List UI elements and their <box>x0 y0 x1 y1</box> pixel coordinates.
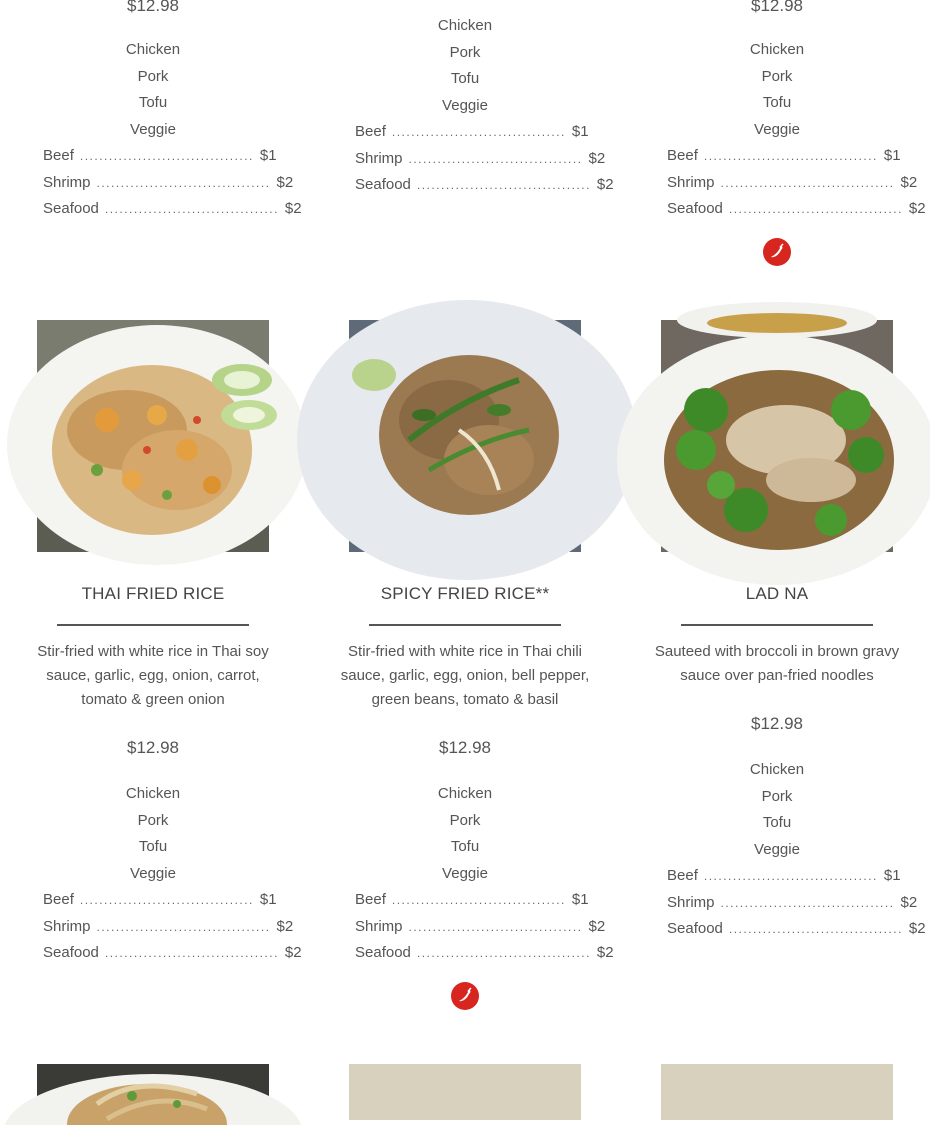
dot-leader: .................................... <box>79 149 254 163</box>
addon-name: Seafood <box>667 200 723 217</box>
addon-name: Shrimp <box>667 173 715 191</box>
addon-price: $2 <box>908 920 926 937</box>
protein-option: Chicken <box>125 41 181 58</box>
addon-price: $2 <box>900 173 918 191</box>
addon-row <box>667 863 901 890</box>
addon-price: $2 <box>276 917 294 935</box>
protein-option: Pork <box>137 811 169 829</box>
item-price: $12.98 <box>751 714 803 733</box>
item-title: SPICY FRIED RICE** <box>380 584 550 603</box>
protein-list <box>37 781 269 887</box>
title-divider <box>681 624 873 626</box>
top-col2-protein-list <box>349 13 581 119</box>
protein-option: Veggie <box>754 120 800 138</box>
addon-name: Shrimp <box>43 917 91 935</box>
item-price: $12.98 <box>127 738 179 757</box>
protein-option: Chicken <box>125 785 181 802</box>
next-item-photo-placeholder[interactable] <box>349 1064 581 1120</box>
addon-name: Shrimp <box>43 173 91 191</box>
addon-name: Seafood <box>355 176 411 193</box>
dot-leader: .................................... <box>391 893 566 907</box>
addon-row <box>43 170 294 197</box>
top-col3-protein-list <box>661 37 893 143</box>
addon-price: $2 <box>276 173 294 191</box>
addon-name: Seafood <box>667 920 723 937</box>
addon-price: $2 <box>588 917 606 935</box>
addon-price: $1 <box>259 891 277 908</box>
protein-option: Tofu <box>762 94 792 111</box>
protein-option: Pork <box>449 43 481 61</box>
addon-price: $2 <box>908 200 926 217</box>
protein-list <box>661 757 893 863</box>
protein-option: Veggie <box>130 864 176 882</box>
title-divider <box>57 624 249 626</box>
dot-leader: .................................... <box>720 895 895 910</box>
spicy-fried-rice-photo[interactable] <box>349 320 581 552</box>
addon-list <box>667 863 926 943</box>
dot-leader: .................................... <box>104 946 279 960</box>
addon-name: Seafood <box>43 200 99 217</box>
addon-price: $2 <box>900 893 918 911</box>
addon-row <box>667 196 926 223</box>
dot-leader: .................................... <box>728 202 903 216</box>
addon-row <box>355 119 589 146</box>
top-col3-price: $12.98 <box>751 0 803 15</box>
addon-row <box>355 887 589 914</box>
protein-option: Tofu <box>762 814 792 831</box>
top-col2-addon-list <box>355 119 614 199</box>
top-col1-addon-list <box>43 143 302 223</box>
addon-row <box>355 172 614 199</box>
addon-price: $2 <box>284 200 302 217</box>
addon-price: $1 <box>883 867 901 884</box>
dot-leader: .................................... <box>408 151 583 166</box>
item-description: Sauteed with broccoli in brown gravy sauce over pan-fried noodles <box>654 643 900 684</box>
addon-price: $1 <box>571 891 589 908</box>
protein-option: Veggie <box>754 840 800 858</box>
addon-price: $1 <box>571 123 589 140</box>
next-item-photo-placeholder[interactable] <box>661 1064 893 1120</box>
addon-price: $1 <box>259 147 277 164</box>
addon-name: Beef <box>43 891 74 908</box>
addon-name: Shrimp <box>667 893 715 911</box>
protein-list <box>349 781 581 887</box>
addon-row <box>667 916 926 943</box>
addon-price: $2 <box>588 149 606 167</box>
addon-price: $2 <box>284 944 302 961</box>
addon-row <box>355 914 606 941</box>
dot-leader: .................................... <box>416 178 591 192</box>
item-price: $12.98 <box>439 738 491 757</box>
top-col3-addon-list <box>667 143 926 223</box>
dot-leader: .................................... <box>104 202 279 216</box>
protein-option: Chicken <box>749 761 805 778</box>
protein-option: Pork <box>761 67 793 85</box>
dot-leader: .................................... <box>96 175 271 190</box>
top-col1-protein-list <box>37 37 269 143</box>
addon-name: Beef <box>43 147 74 164</box>
dot-leader: .................................... <box>96 919 271 934</box>
addon-row <box>43 196 302 223</box>
addon-price: $1 <box>883 147 901 164</box>
protein-option: Pork <box>761 787 793 805</box>
addon-row <box>667 890 918 917</box>
addon-row <box>355 940 614 967</box>
addon-name: Beef <box>667 147 698 164</box>
protein-option: Pork <box>449 811 481 829</box>
next-item-photo[interactable] <box>37 1064 269 1120</box>
addon-row <box>43 887 277 914</box>
protein-option: Tofu <box>138 838 168 855</box>
item-description: Stir-fried with white rice in Thai soy sauce, garlic, egg, onion, carrot, tomato & green onion <box>37 643 269 708</box>
lad-na-photo[interactable] <box>661 320 893 552</box>
addon-name: Beef <box>355 891 386 908</box>
addon-name: Seafood <box>355 944 411 961</box>
chili-pepper-icon <box>763 238 791 266</box>
addon-row <box>43 940 302 967</box>
dot-leader: .................................... <box>720 175 895 190</box>
protein-option: Veggie <box>130 120 176 138</box>
addon-list <box>355 887 614 967</box>
dot-leader: .................................... <box>408 919 583 934</box>
dot-leader: .................................... <box>703 149 878 163</box>
item-title: LAD NA <box>745 584 809 603</box>
protein-option: Veggie <box>442 864 488 882</box>
dot-leader: .................................... <box>416 946 591 960</box>
protein-option: Pork <box>137 67 169 85</box>
addon-list <box>43 887 302 967</box>
top-col1-price: $12.98 <box>127 0 179 15</box>
protein-option: Chicken <box>437 785 493 802</box>
addon-name: Beef <box>667 867 698 884</box>
protein-option: Chicken <box>437 17 493 34</box>
protein-option: Chicken <box>749 41 805 58</box>
addon-row <box>43 143 277 170</box>
dot-leader: .................................... <box>703 869 878 883</box>
dot-leader: .................................... <box>391 125 566 139</box>
addon-price: $2 <box>596 176 614 193</box>
addon-name: Beef <box>355 123 386 140</box>
protein-option: Tofu <box>138 94 168 111</box>
addon-row <box>43 914 294 941</box>
protein-option: Tofu <box>450 838 480 855</box>
addon-name: Shrimp <box>355 917 403 935</box>
dot-leader: .................................... <box>728 922 903 936</box>
protein-option: Veggie <box>442 96 488 114</box>
addon-name: Seafood <box>43 944 99 961</box>
chili-pepper-icon <box>451 982 479 1010</box>
addon-row <box>667 170 918 197</box>
dot-leader: .................................... <box>79 893 254 907</box>
title-divider <box>369 624 561 626</box>
thai-fried-rice-photo[interactable] <box>37 320 269 552</box>
item-title: THAI FRIED RICE <box>81 584 225 603</box>
addon-row <box>355 146 606 173</box>
addon-name: Shrimp <box>355 149 403 167</box>
item-description: Stir-fried with white rice in Thai chili sauce, garlic, egg, onion, bell pepper, green beans, tomato & basil <box>340 643 590 708</box>
addon-price: $2 <box>596 944 614 961</box>
protein-option: Tofu <box>450 70 480 87</box>
addon-row <box>667 143 901 170</box>
